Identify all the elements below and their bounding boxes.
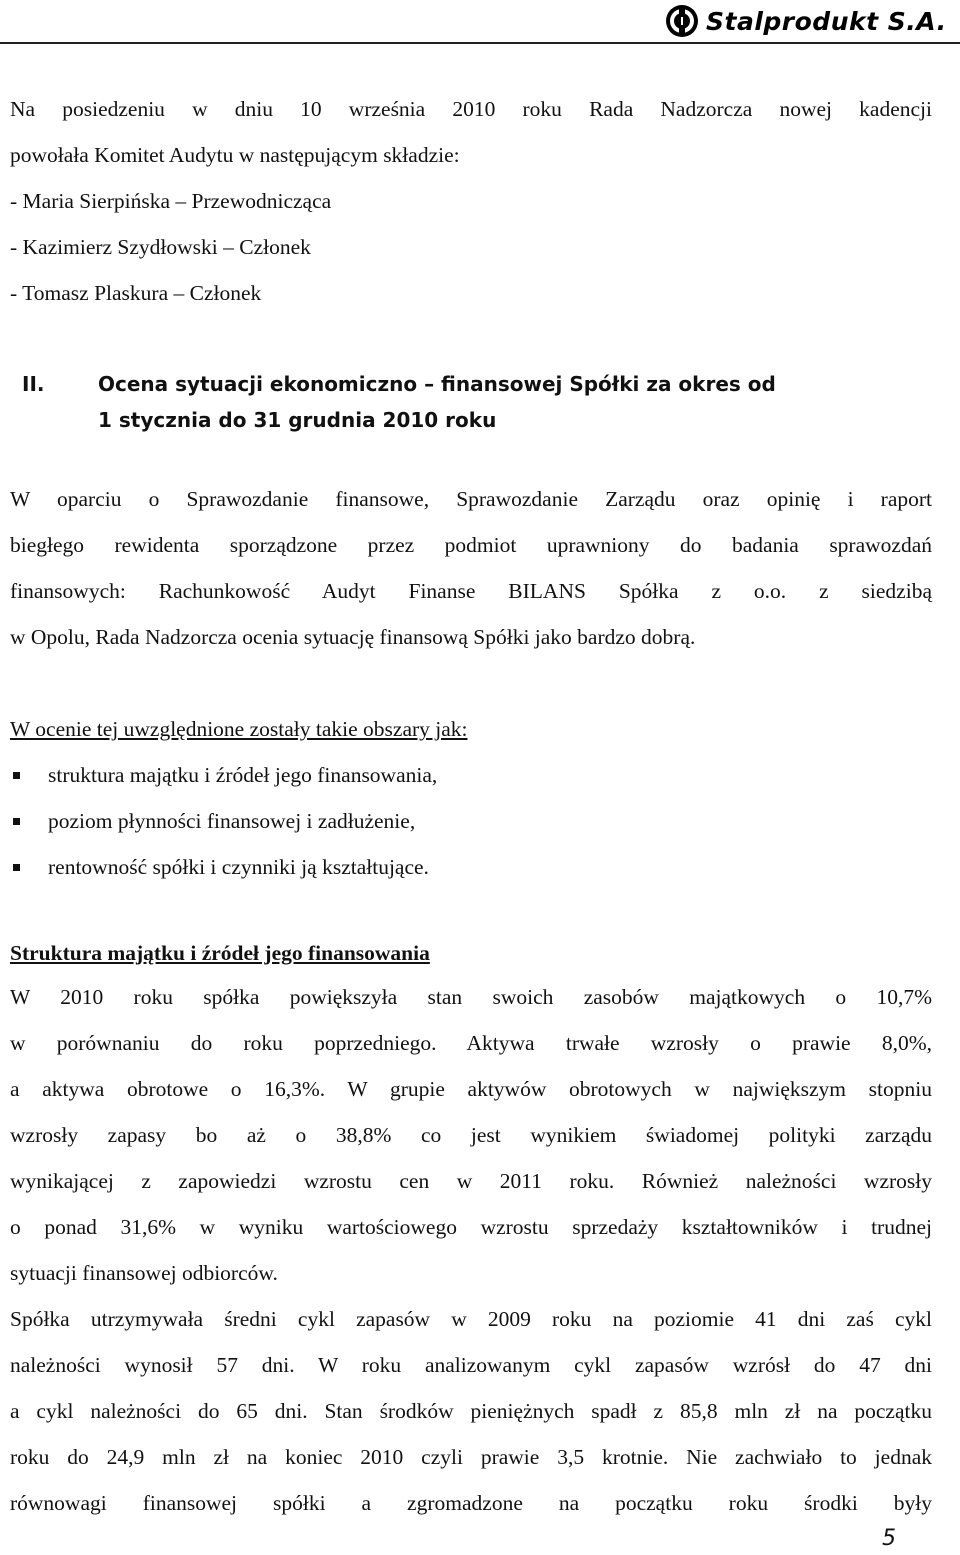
assessment-line: biegłego rewidenta sporządzone przez podmiot uprawniony do badania sprawozdań [10,533,932,557]
logo-text: Stalprodukt S.A. [706,6,947,36]
structure-paragraph [10,974,932,1526]
company-logo [664,2,947,40]
areas-intro-text: W ocenie tej uwzględnione zostały takie obszary jak: [10,717,468,741]
section-heading [22,366,776,438]
areas-intro [10,706,932,752]
assessment-line: w Opolu, Rada Nadzorcza ocenia sytuację finansową Spółki jako bardzo dobrą. [10,625,696,649]
cycle-line: a cykl należności do 65 dni. Stan środków pieniężnych spadł z 85,8 mln zł na początku [10,1399,932,1423]
list-item [10,752,437,798]
structure-title: Struktura majątku i źródeł jego finansowania [10,941,430,965]
committee-member: - Maria Sierpińska – Przewodnicząca [10,189,332,213]
cycle-line: należności wynosił 57 dni. W roku analizowanym cykl zapasów wzrósł do 47 dni [10,1353,932,1377]
header-rule [0,42,960,44]
structure-line: w porównaniu do roku poprzedniego. Aktywa trwałe wzrosły o prawie 8,0%, [10,1031,932,1055]
stalprodukt-logo-icon [664,3,700,39]
committee-intro-line: powołała Komitet Audytu w następującym składzie: [10,143,460,167]
committee-intro-line: Na posiedzeniu w dniu 10 września 2010 roku Rada Nadzorcza nowej kadencji [10,97,932,121]
cycle-line: Spółka utrzymywała średni cykl zapasów w 2009 roku na poziomie 41 dni zaś cykl [10,1307,932,1331]
committee-member: - Kazimierz Szydłowski – Członek [10,235,311,259]
cycle-line: roku do 24,9 mln zł na koniec 2010 czyli prawie 3,5 krotnie. Nie zachwiało to jednak [10,1445,932,1469]
list-item-text: struktura majątku i źródeł jego finansowania, [48,763,438,787]
structure-line: o ponad 31,6% w wyniku wartościowego wzrostu sprzedaży kształtowników i trudnej [10,1215,932,1239]
structure-line: W 2010 roku spółka powiększyła stan swoich zasobów majątkowych o 10,7% [10,985,932,1009]
page-number: 5 [882,1526,896,1551]
assessment-paragraph [10,476,932,660]
section-title-line: 1 stycznia do 31 grudnia 2010 roku [98,408,497,432]
section-title-line: Ocena sytuacji ekonomiczno – finansowej Spółki za okres od [98,372,776,396]
bullet-square-icon [13,864,20,871]
bullet-square-icon [13,818,20,825]
assessment-line: finansowych: Rachunkowość Audyt Finanse BILANS Spółka z o.o. z siedzibą [10,579,932,603]
structure-line: sytuacji finansowej odbiorców. [10,1261,278,1285]
cycle-line: równowagi finansowej spółki a zgromadzone na początku roku środki były [10,1491,932,1515]
areas-list [10,752,437,890]
page-header [0,0,960,44]
structure-line: wynikającej z zapowiedzi wzrostu cen w 2011 roku. Również należności wzrosły [10,1169,932,1193]
list-item [10,798,437,844]
assessment-line: W oparciu o Sprawozdanie finansowe, Sprawozdanie Zarządu oraz opinię i raport [10,487,932,511]
list-item-text: rentowność spółki i czynniki ją kształtujące. [48,855,429,879]
structure-line: a aktywa obrotowe o 16,3%. W grupie aktywów obrotowych w największym stopniu [10,1077,932,1101]
section-number: II. [22,372,45,396]
committee-member: - Tomasz Plaskura – Członek [10,281,262,305]
list-item [10,844,437,890]
list-item-text: poziom płynności finansowej i zadłużenie, [48,809,416,833]
committee-paragraph [10,86,932,316]
bullet-square-icon [13,772,20,779]
structure-line: wzrosły zapasy bo aż o 38,8% co jest wynikiem świadomej polityki zarządu [10,1123,932,1147]
